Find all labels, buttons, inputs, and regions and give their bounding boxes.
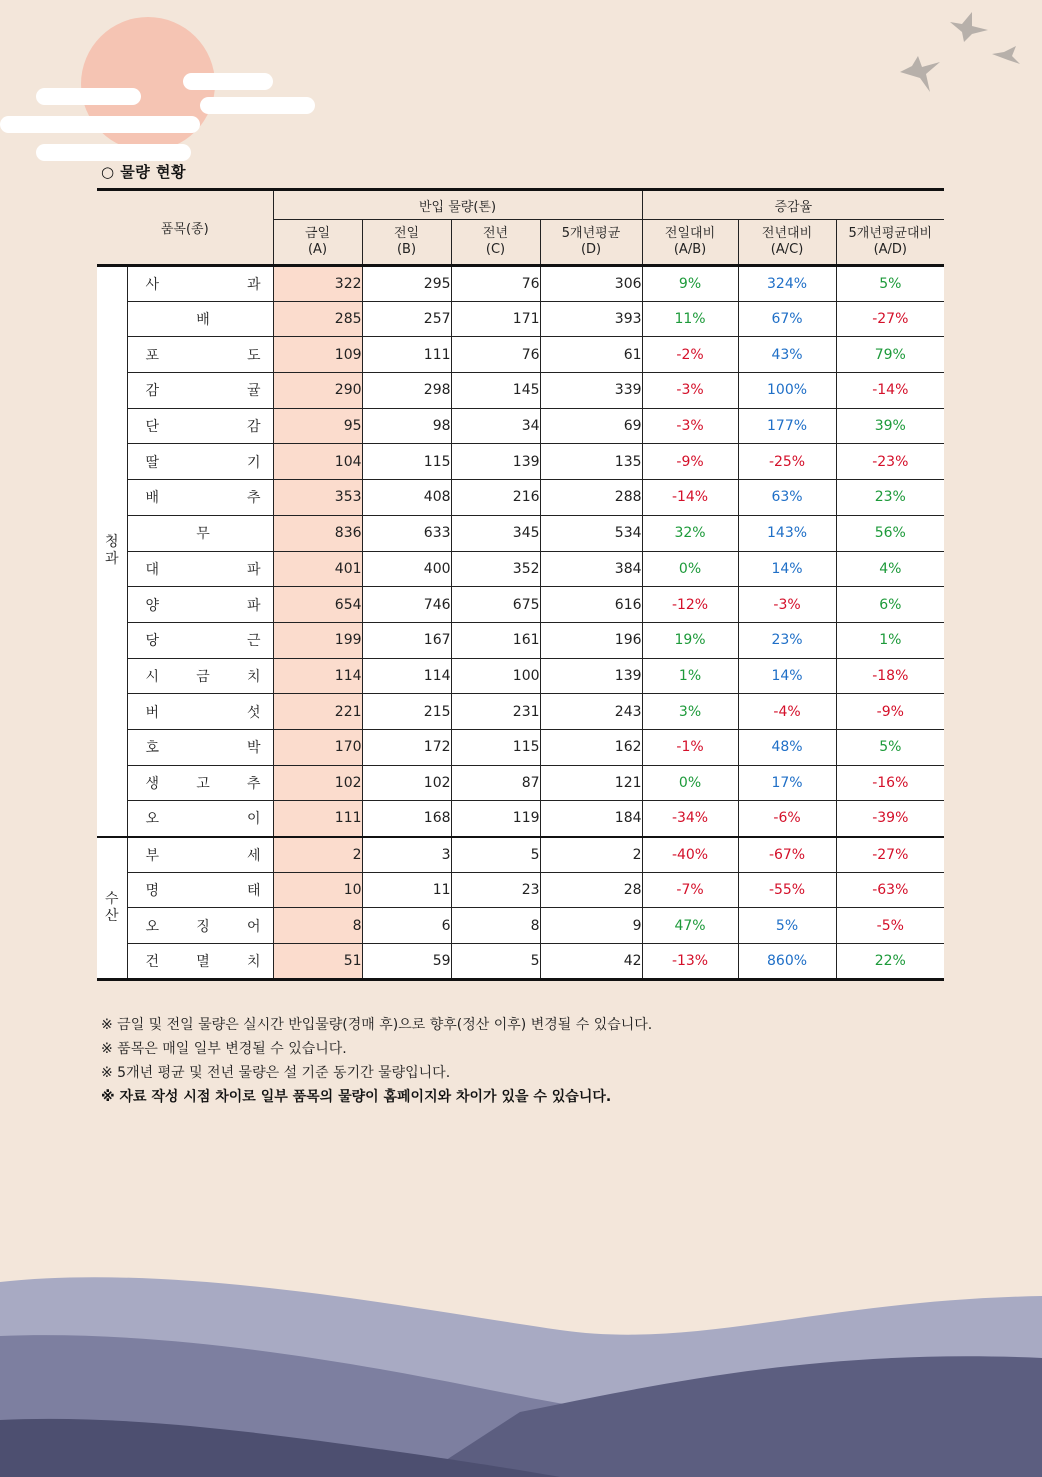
today-value: 95 <box>273 408 362 444</box>
vs-yesterday-rate: -3% <box>642 408 738 444</box>
vs-yesterday-rate: -12% <box>642 587 738 623</box>
table-row <box>97 337 944 373</box>
vs-last-year-rate: -25% <box>738 444 836 480</box>
vs-5yr-avg-rate: 6% <box>836 587 944 623</box>
item-name-char: 배 <box>196 312 210 329</box>
today-value: 353 <box>273 480 362 516</box>
item-name-char: 멸 <box>196 953 210 970</box>
vs-yesterday-rate: -7% <box>642 872 738 908</box>
table-row <box>97 301 944 337</box>
vs-yesterday-rate: 3% <box>642 694 738 730</box>
item-name-char: 버 <box>145 704 160 721</box>
item-name-cell <box>127 301 273 337</box>
today-value: 109 <box>273 337 362 373</box>
table-row <box>97 944 944 980</box>
note-line: ※ 금일 및 전일 물량은 실시간 반입물량(경매 후)으로 향후(정산 이후) 변경될 수 있습니다. <box>101 1017 653 1033</box>
last-year-value: 87 <box>451 765 540 801</box>
vs-5yr-avg-rate: -63% <box>836 872 944 908</box>
vs-5yr-avg-rate: 1% <box>836 622 944 658</box>
yesterday-value: 98 <box>362 408 451 444</box>
5yr-avg-value: 69 <box>540 408 642 444</box>
item-name-char: 고 <box>196 775 210 792</box>
table-row <box>97 587 944 623</box>
item-name-char: 추 <box>246 490 261 507</box>
vs-last-year-rate: -6% <box>738 801 836 837</box>
table-row <box>97 480 944 516</box>
last-year-value: 345 <box>451 515 540 551</box>
vs-yesterday-rate: -9% <box>642 444 738 480</box>
vs-yesterday-rate: 32% <box>642 515 738 551</box>
item-name-char: 양 <box>145 597 160 614</box>
item-name-cell <box>127 266 273 302</box>
5yr-avg-value: 534 <box>540 515 642 551</box>
last-year-value: 23 <box>451 872 540 908</box>
table-row <box>97 408 944 444</box>
item-name-char: 세 <box>246 847 261 864</box>
5yr-avg-value: 42 <box>540 944 642 980</box>
category-label: 수산 <box>104 890 119 924</box>
last-year-value: 161 <box>451 622 540 658</box>
vs-yesterday-rate: 19% <box>642 622 738 658</box>
item-name-char: 기 <box>246 454 261 471</box>
vs-5yr-avg-rate: 39% <box>836 408 944 444</box>
vs-yesterday-rate: 0% <box>642 765 738 801</box>
vs-last-year-rate: 5% <box>738 908 836 944</box>
item-name-char: 감 <box>145 383 160 400</box>
table-row <box>97 515 944 551</box>
vs-last-year-rate: 14% <box>738 658 836 694</box>
today-value: 51 <box>273 944 362 980</box>
item-name-cell <box>127 515 273 551</box>
5yr-avg-value: 196 <box>540 622 642 658</box>
5yr-avg-value: 306 <box>540 266 642 302</box>
today-value: 104 <box>273 444 362 480</box>
vs-5yr-avg-rate: -27% <box>836 301 944 337</box>
yesterday-value: 257 <box>362 301 451 337</box>
vs-last-year-rate: 100% <box>738 373 836 409</box>
item-name-char: 무 <box>196 526 210 543</box>
last-year-value: 119 <box>451 801 540 837</box>
today-value: 221 <box>273 694 362 730</box>
vs-yesterday-rate: -34% <box>642 801 738 837</box>
item-header: 품목(종) <box>97 190 273 266</box>
vs-last-year-rate: 17% <box>738 765 836 801</box>
vs-last-year-rate: 143% <box>738 515 836 551</box>
item-name-char: 단 <box>145 419 160 436</box>
item-name-cell <box>127 444 273 480</box>
item-name-char: 어 <box>246 918 261 935</box>
yesterday-value: 298 <box>362 373 451 409</box>
today-value: 290 <box>273 373 362 409</box>
yesterday-value: 172 <box>362 729 451 765</box>
today-value: 2 <box>273 837 362 873</box>
vs-yesterday-rate: -40% <box>642 837 738 873</box>
table-row <box>97 373 944 409</box>
vs-last-year-rate: 324% <box>738 266 836 302</box>
item-name-char: 생 <box>145 775 160 792</box>
sun-icon <box>81 17 215 151</box>
item-name-char: 금 <box>196 668 210 685</box>
table-row <box>97 694 944 730</box>
item-name-char: 섯 <box>246 704 261 721</box>
item-name-cell <box>127 337 273 373</box>
yesterday-value: 408 <box>362 480 451 516</box>
item-name-char: 이 <box>246 811 261 828</box>
vs-yesterday-rate: -3% <box>642 373 738 409</box>
last-year-value: 5 <box>451 944 540 980</box>
note-line: ※ 5개년 평균 및 전년 물량은 설 기준 동기간 물량입니다. <box>101 1065 451 1081</box>
today-value: 199 <box>273 622 362 658</box>
category-cell <box>97 837 127 980</box>
table-header <box>97 190 944 266</box>
vs-5yr-avg-rate: 23% <box>836 480 944 516</box>
item-name-cell <box>127 551 273 587</box>
5yr-avg-value: 384 <box>540 551 642 587</box>
table-row <box>97 658 944 694</box>
table-row <box>97 551 944 587</box>
5yr-avg-value: 2 <box>540 837 642 873</box>
item-name-cell <box>127 872 273 908</box>
item-name-char: 징 <box>196 918 210 935</box>
vs-5yr-avg-rate: -9% <box>836 694 944 730</box>
item-name-cell <box>127 622 273 658</box>
today-value: 285 <box>273 301 362 337</box>
today-value: 836 <box>273 515 362 551</box>
table-row <box>97 729 944 765</box>
yesterday-value: 3 <box>362 837 451 873</box>
vs-last-year-rate: 63% <box>738 480 836 516</box>
5yr-avg-value: 135 <box>540 444 642 480</box>
vs-5yr-avg-rate: -14% <box>836 373 944 409</box>
yesterday-value: 59 <box>362 944 451 980</box>
today-value: 102 <box>273 765 362 801</box>
today-value: 654 <box>273 587 362 623</box>
table-row <box>97 908 944 944</box>
item-name-char: 근 <box>246 633 261 650</box>
5yr-avg-value: 121 <box>540 765 642 801</box>
item-name-cell <box>127 837 273 873</box>
yesterday-value: 400 <box>362 551 451 587</box>
item-name-cell <box>127 373 273 409</box>
note-line: ※ 자료 작성 시점 차이로 일부 품목의 물량이 홈페이지와 차이가 있을 수 있습니다. <box>101 1089 612 1105</box>
last-year-value: 115 <box>451 729 540 765</box>
table-row <box>97 444 944 480</box>
item-name-char: 파 <box>246 561 261 578</box>
item-name-cell <box>127 908 273 944</box>
vs-5yr-avg-rate: 5% <box>836 729 944 765</box>
5yr-avg-value: 393 <box>540 301 642 337</box>
col-header-5yr-avg: 5개년평균 (D) <box>540 220 642 266</box>
section-title: ○ 물량 현황 <box>101 163 186 181</box>
vs-5yr-avg-rate: -23% <box>836 444 944 480</box>
5yr-avg-value: 184 <box>540 801 642 837</box>
item-name-char: 배 <box>145 490 160 507</box>
yesterday-value: 115 <box>362 444 451 480</box>
vs-last-year-rate: 67% <box>738 301 836 337</box>
item-name-char: 대 <box>145 561 160 578</box>
vs-yesterday-rate: -1% <box>642 729 738 765</box>
rate-group-header: 증감율 <box>642 190 944 220</box>
table-body <box>97 266 944 980</box>
vs-5yr-avg-rate: 4% <box>836 551 944 587</box>
vs-last-year-rate: 860% <box>738 944 836 980</box>
last-year-value: 171 <box>451 301 540 337</box>
yesterday-value: 633 <box>362 515 451 551</box>
item-name-char: 포 <box>145 347 160 364</box>
col-header-vs-yesterday: 전일대비 (A/B) <box>642 220 738 266</box>
today-value: 8 <box>273 908 362 944</box>
table-row <box>97 622 944 658</box>
item-name-char: 태 <box>246 883 261 900</box>
item-name-char: 치 <box>246 668 261 685</box>
item-name-char: 시 <box>145 668 160 685</box>
item-name-cell <box>127 765 273 801</box>
mountains-icon <box>0 1277 1042 1477</box>
item-name-char: 사 <box>145 276 160 293</box>
5yr-avg-value: 243 <box>540 694 642 730</box>
yesterday-value: 295 <box>362 266 451 302</box>
today-value: 114 <box>273 658 362 694</box>
item-name-cell <box>127 658 273 694</box>
5yr-avg-value: 288 <box>540 480 642 516</box>
item-name-char: 추 <box>246 775 261 792</box>
item-name-char: 과 <box>246 276 261 293</box>
col-header-vs-5yr-avg: 5개년평균대비 (A/D) <box>836 220 944 266</box>
item-name-cell <box>127 729 273 765</box>
last-year-value: 76 <box>451 266 540 302</box>
item-name-cell <box>127 801 273 837</box>
vs-yesterday-rate: -2% <box>642 337 738 373</box>
today-value: 401 <box>273 551 362 587</box>
item-name-cell <box>127 480 273 516</box>
vs-last-year-rate: -55% <box>738 872 836 908</box>
item-name-char: 건 <box>145 953 160 970</box>
5yr-avg-value: 61 <box>540 337 642 373</box>
last-year-value: 145 <box>451 373 540 409</box>
col-header-vs-last-year: 전년대비 (A/C) <box>738 220 836 266</box>
vs-5yr-avg-rate: 79% <box>836 337 944 373</box>
yesterday-value: 168 <box>362 801 451 837</box>
vs-last-year-rate: -67% <box>738 837 836 873</box>
vs-yesterday-rate: 11% <box>642 301 738 337</box>
5yr-avg-value: 139 <box>540 658 642 694</box>
vs-5yr-avg-rate: -16% <box>836 765 944 801</box>
table-row <box>97 266 944 302</box>
table-row <box>97 872 944 908</box>
last-year-value: 139 <box>451 444 540 480</box>
col-header-yesterday: 전일 (B) <box>362 220 451 266</box>
vs-last-year-rate: 43% <box>738 337 836 373</box>
vs-yesterday-rate: 0% <box>642 551 738 587</box>
item-name-cell <box>127 587 273 623</box>
item-name-char: 오 <box>145 811 160 828</box>
item-name-char: 도 <box>246 347 261 364</box>
last-year-value: 352 <box>451 551 540 587</box>
item-name-char: 치 <box>246 953 261 970</box>
table-row <box>97 837 944 873</box>
vs-last-year-rate: 177% <box>738 408 836 444</box>
vs-last-year-rate: -4% <box>738 694 836 730</box>
vs-last-year-rate: 23% <box>738 622 836 658</box>
yesterday-value: 11 <box>362 872 451 908</box>
yesterday-value: 746 <box>362 587 451 623</box>
yesterday-value: 6 <box>362 908 451 944</box>
last-year-value: 5 <box>451 837 540 873</box>
last-year-value: 675 <box>451 587 540 623</box>
5yr-avg-value: 9 <box>540 908 642 944</box>
note-line: ※ 품목은 매일 일부 변경될 수 있습니다. <box>101 1041 347 1057</box>
today-value: 322 <box>273 266 362 302</box>
yesterday-value: 111 <box>362 337 451 373</box>
item-name-char: 당 <box>145 633 160 650</box>
5yr-avg-value: 162 <box>540 729 642 765</box>
table-row <box>97 765 944 801</box>
item-name-cell <box>127 944 273 980</box>
vs-5yr-avg-rate: 56% <box>836 515 944 551</box>
item-name-char: 명 <box>145 883 160 900</box>
vs-last-year-rate: -3% <box>738 587 836 623</box>
item-name-char: 귤 <box>246 383 261 400</box>
birds-icon <box>900 12 1020 92</box>
cloud-icon <box>0 73 315 161</box>
vs-yesterday-rate: -13% <box>642 944 738 980</box>
vs-yesterday-rate: -14% <box>642 480 738 516</box>
last-year-value: 231 <box>451 694 540 730</box>
item-name-cell <box>127 408 273 444</box>
item-name-char: 파 <box>246 597 261 614</box>
vs-5yr-avg-rate: -18% <box>836 658 944 694</box>
item-name-cell <box>127 694 273 730</box>
notes <box>101 1013 652 1109</box>
vs-last-year-rate: 14% <box>738 551 836 587</box>
volume-group-header: 반입 물량(톤) <box>273 190 642 220</box>
5yr-avg-value: 339 <box>540 373 642 409</box>
vs-yesterday-rate: 47% <box>642 908 738 944</box>
category-cell <box>97 266 127 837</box>
today-value: 170 <box>273 729 362 765</box>
last-year-value: 8 <box>451 908 540 944</box>
5yr-avg-value: 616 <box>540 587 642 623</box>
vs-yesterday-rate: 1% <box>642 658 738 694</box>
table-row <box>97 801 944 837</box>
vs-yesterday-rate: 9% <box>642 266 738 302</box>
last-year-value: 34 <box>451 408 540 444</box>
col-header-today: 금일 (A) <box>273 220 362 266</box>
today-value: 10 <box>273 872 362 908</box>
yesterday-value: 114 <box>362 658 451 694</box>
yesterday-value: 215 <box>362 694 451 730</box>
yesterday-value: 167 <box>362 622 451 658</box>
vs-5yr-avg-rate: 5% <box>836 266 944 302</box>
item-name-char: 오 <box>145 918 160 935</box>
last-year-value: 100 <box>451 658 540 694</box>
item-name-char: 감 <box>246 419 261 436</box>
col-header-last-year: 전년 (C) <box>451 220 540 266</box>
volume-table <box>97 188 944 981</box>
vs-last-year-rate: 48% <box>738 729 836 765</box>
yesterday-value: 102 <box>362 765 451 801</box>
today-value: 111 <box>273 801 362 837</box>
item-name-char: 박 <box>246 740 261 757</box>
vs-5yr-avg-rate: -27% <box>836 837 944 873</box>
item-name-char: 딸 <box>145 454 160 471</box>
vs-5yr-avg-rate: 22% <box>836 944 944 980</box>
vs-5yr-avg-rate: -39% <box>836 801 944 837</box>
last-year-value: 216 <box>451 480 540 516</box>
item-name-char: 호 <box>145 740 160 757</box>
category-label: 청과 <box>104 534 119 568</box>
5yr-avg-value: 28 <box>540 872 642 908</box>
last-year-value: 76 <box>451 337 540 373</box>
item-name-char: 부 <box>145 847 160 864</box>
vs-5yr-avg-rate: -5% <box>836 908 944 944</box>
